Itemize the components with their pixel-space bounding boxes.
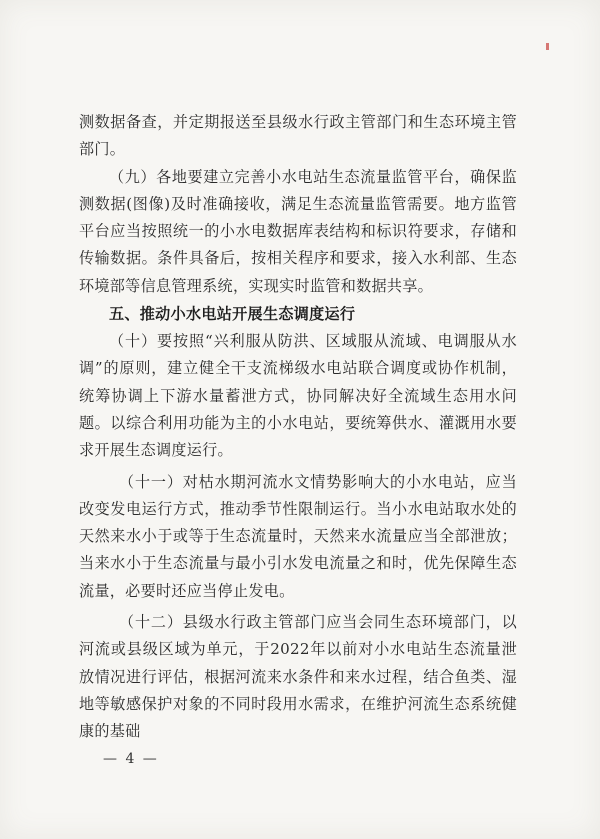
paragraph-11: （十一）对枯水期河流水文情势影响大的小水电站，应当改变发电运行方式，推动季节性限制运行。当小水电站取水处的天然来水小于或等于生态流量时，天然来水流量应当全部泄放；当来水小于生态流量与最小引水发电流量之和时，优先保障生态流量，必要时还应当停止发电。 — [79, 472, 517, 600]
scan-mark — [546, 43, 549, 50]
paragraph-9: （九）各地要建立完善小水电站生态流量监管平台，确保监测数据(图像)及时准确接收，满足生态流量监管需要。地方监管平台应当按照统一的小水电数据库表结构和标识符要求，存储和传输数据。条件具备后，按相关程序和要求，接入水利部、生态环境部等信息管理系统，实现实时监管和数据共享。 — [79, 167, 517, 295]
body-text — [79, 109, 517, 746]
paragraph-continued: 测数据备查，并定期报送至县级水行政主管部门和生态环境主管部门。 — [79, 113, 517, 159]
section-heading-5: 五、推动小水电站开展生态调度运行 — [109, 305, 356, 324]
paragraph-10: （十）要按照“兴利服从防洪、区域服从流域、电调服从水调”的原则，建立健全干支流梯级水电站联合调度或协作机制，统筹协调上下游水量蓄泄方式，协同解决好全流域生态用水问题。以综合利用功能为主的小水电站，要统筹供水、灌溉用水要求开展生态调度运行。 — [79, 332, 517, 460]
page-number: — 4 — — [103, 751, 159, 767]
paragraph-12: （十二）县级水行政主管部门应当会同生态环境部门，以河流或县级区域为单元，于2022年以前对小水电站生态流量泄放情况进行评估，根据河流来水条件和来水过程，结合鱼类、湿地等敏感保护对象的不同时段用水需求，在维护河流生态系统健康的基础 — [79, 613, 517, 741]
